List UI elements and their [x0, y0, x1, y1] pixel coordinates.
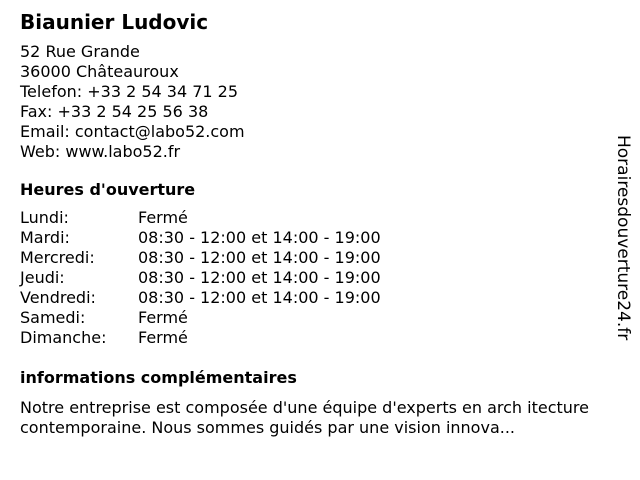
hours-time: 08:30 - 12:00 et 14:00 - 19:00 [138, 288, 381, 307]
info-title: informations complémentaires [20, 368, 297, 387]
hours-day: Mardi: [20, 228, 70, 247]
web-line: Web: www.labo52.fr [20, 142, 181, 161]
hours-row-jeudi [20, 268, 620, 288]
business-card [20, 10, 620, 438]
address-line-1: 52 Rue Grande [20, 42, 140, 61]
business-name: Biaunier Ludovic [20, 10, 209, 34]
hours-row-dimanche [20, 328, 620, 348]
hours-time: Fermé [138, 208, 188, 227]
hours-row-lundi [20, 208, 620, 228]
email-line: Email: contact@labo52.com [20, 122, 245, 141]
watermark-text: Horairesdouverture24.fr [613, 135, 633, 341]
hours-day: Mercredi: [20, 248, 95, 267]
fax-line: Fax: +33 2 54 25 56 38 [20, 102, 209, 121]
hours-day: Dimanche: [20, 328, 107, 347]
hours-day: Vendredi: [20, 288, 96, 307]
address-line-2: 36000 Châteauroux [20, 62, 179, 81]
info-text: Notre entreprise est composée d'une équipe d'experts en arch itecture contemporaine. Nous sommes guidés par une vision innova... [20, 398, 589, 437]
hours-time: Fermé [138, 328, 188, 347]
hours-row-mercredi [20, 248, 620, 268]
hours-day: Lundi: [20, 208, 69, 227]
hours-row-samedi [20, 308, 620, 328]
hours-time: 08:30 - 12:00 et 14:00 - 19:00 [138, 268, 381, 287]
hours-day: Samedi: [20, 308, 86, 327]
hours-time: 08:30 - 12:00 et 14:00 - 19:00 [138, 248, 381, 267]
phone-line: Telefon: +33 2 54 34 71 25 [20, 82, 239, 101]
hours-day: Jeudi: [20, 268, 65, 287]
hours-time: Fermé [138, 308, 188, 327]
hours-row-mardi [20, 228, 620, 248]
hours-title: Heures d'ouverture [20, 180, 196, 199]
hours-row-vendredi [20, 288, 620, 308]
hours-time: 08:30 - 12:00 et 14:00 - 19:00 [138, 228, 381, 247]
